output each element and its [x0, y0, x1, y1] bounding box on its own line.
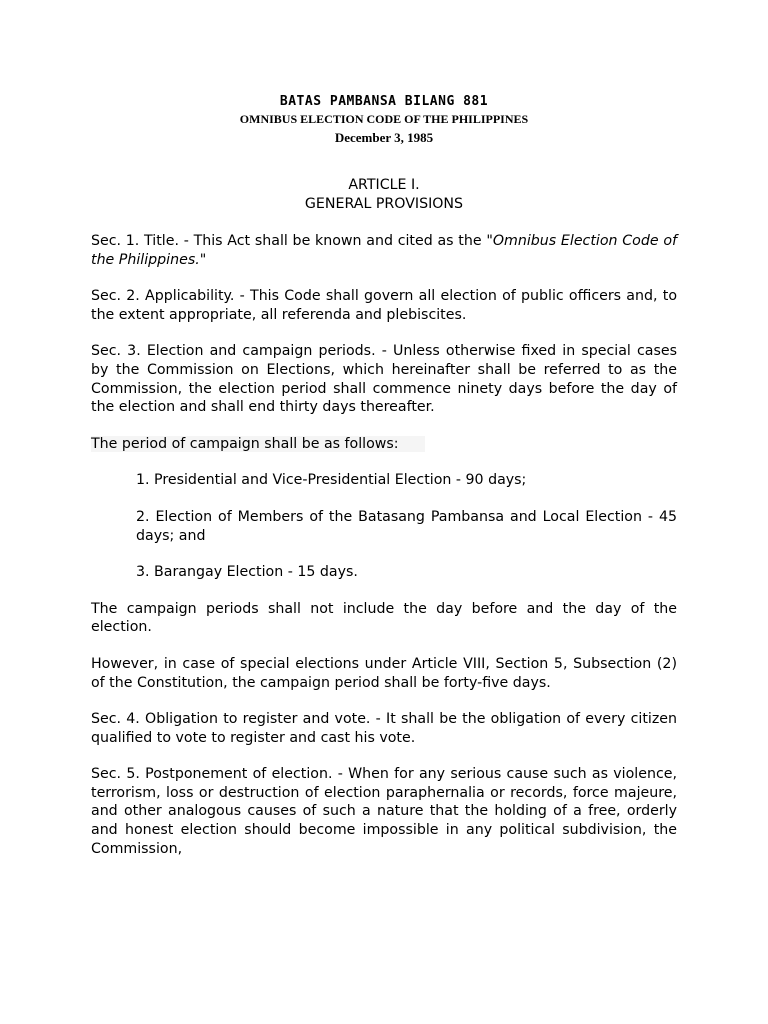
- campaign-intro: [91, 435, 677, 454]
- law-title: BATAS PAMBANSA BILANG 881: [279, 94, 489, 109]
- document-page: [91, 94, 677, 876]
- section-3: Sec. 3. Election and campaign periods. - Unless otherwise fixed in special cases by the Commission on Elections, which hereinafter shall be referred to as the Commission, the election period shall commence ninety days before the day of the election and shall end thirty days thereafter.: [91, 343, 677, 416]
- list-item: 2. Election of Members of the Batasang Pambansa and Local Election - 45 days; and: [136, 508, 677, 544]
- section-4: Sec. 4. Obligation to register and vote. - It shall be the obligation of every citizen qualified to vote to register and cast his vote.: [91, 711, 677, 746]
- list-item: 1. Presidential and Vice-Presidential Election - 90 days;: [136, 472, 527, 489]
- list-item: 3. Barangay Election - 15 days.: [136, 564, 358, 581]
- article-heading: [91, 176, 677, 214]
- campaign-intro-text: The period of campaign shall be as follows:: [91, 436, 425, 452]
- special-elections: However, in case of special elections under Article VIII, Section 5, Subsection (2) of the Constitution, the campaign period shall be forty-five days.: [91, 655, 677, 691]
- campaign-exclusion: The campaign periods shall not include the day before and the day of the election.: [91, 600, 677, 636]
- law-subtitle: OMNIBUS ELECTION CODE OF THE PHILIPPINES: [239, 112, 529, 126]
- quote-open: ": [486, 233, 493, 249]
- document-body: [91, 232, 677, 858]
- law-date: December 3, 1985: [334, 130, 434, 145]
- section-2: Sec. 2. Applicability. - This Code shall govern all election of public officers and, to the extent appropriate, all referenda and plebiscites.: [91, 288, 677, 323]
- quote-close: ": [199, 251, 207, 268]
- code-name: Omnibus Election Code of the Philippines.: [91, 233, 677, 268]
- section-1: [91, 232, 677, 269]
- section-1-lead: Sec. 1. Title. - This Act shall be known and cited as the: [91, 233, 487, 249]
- article-number: ARTICLE I.: [348, 177, 420, 193]
- section-5: Sec. 5. Postponement of election. - When for any serious cause such as violence, terrorism, loss or destruction of election paraphernalia or records, force majeure, and other analogous causes of such a nature that the holding of a free, orderly and honest election should become impossible in any political subdivision, the Commission,: [91, 766, 677, 857]
- article-title: GENERAL PROVISIONS: [304, 196, 464, 212]
